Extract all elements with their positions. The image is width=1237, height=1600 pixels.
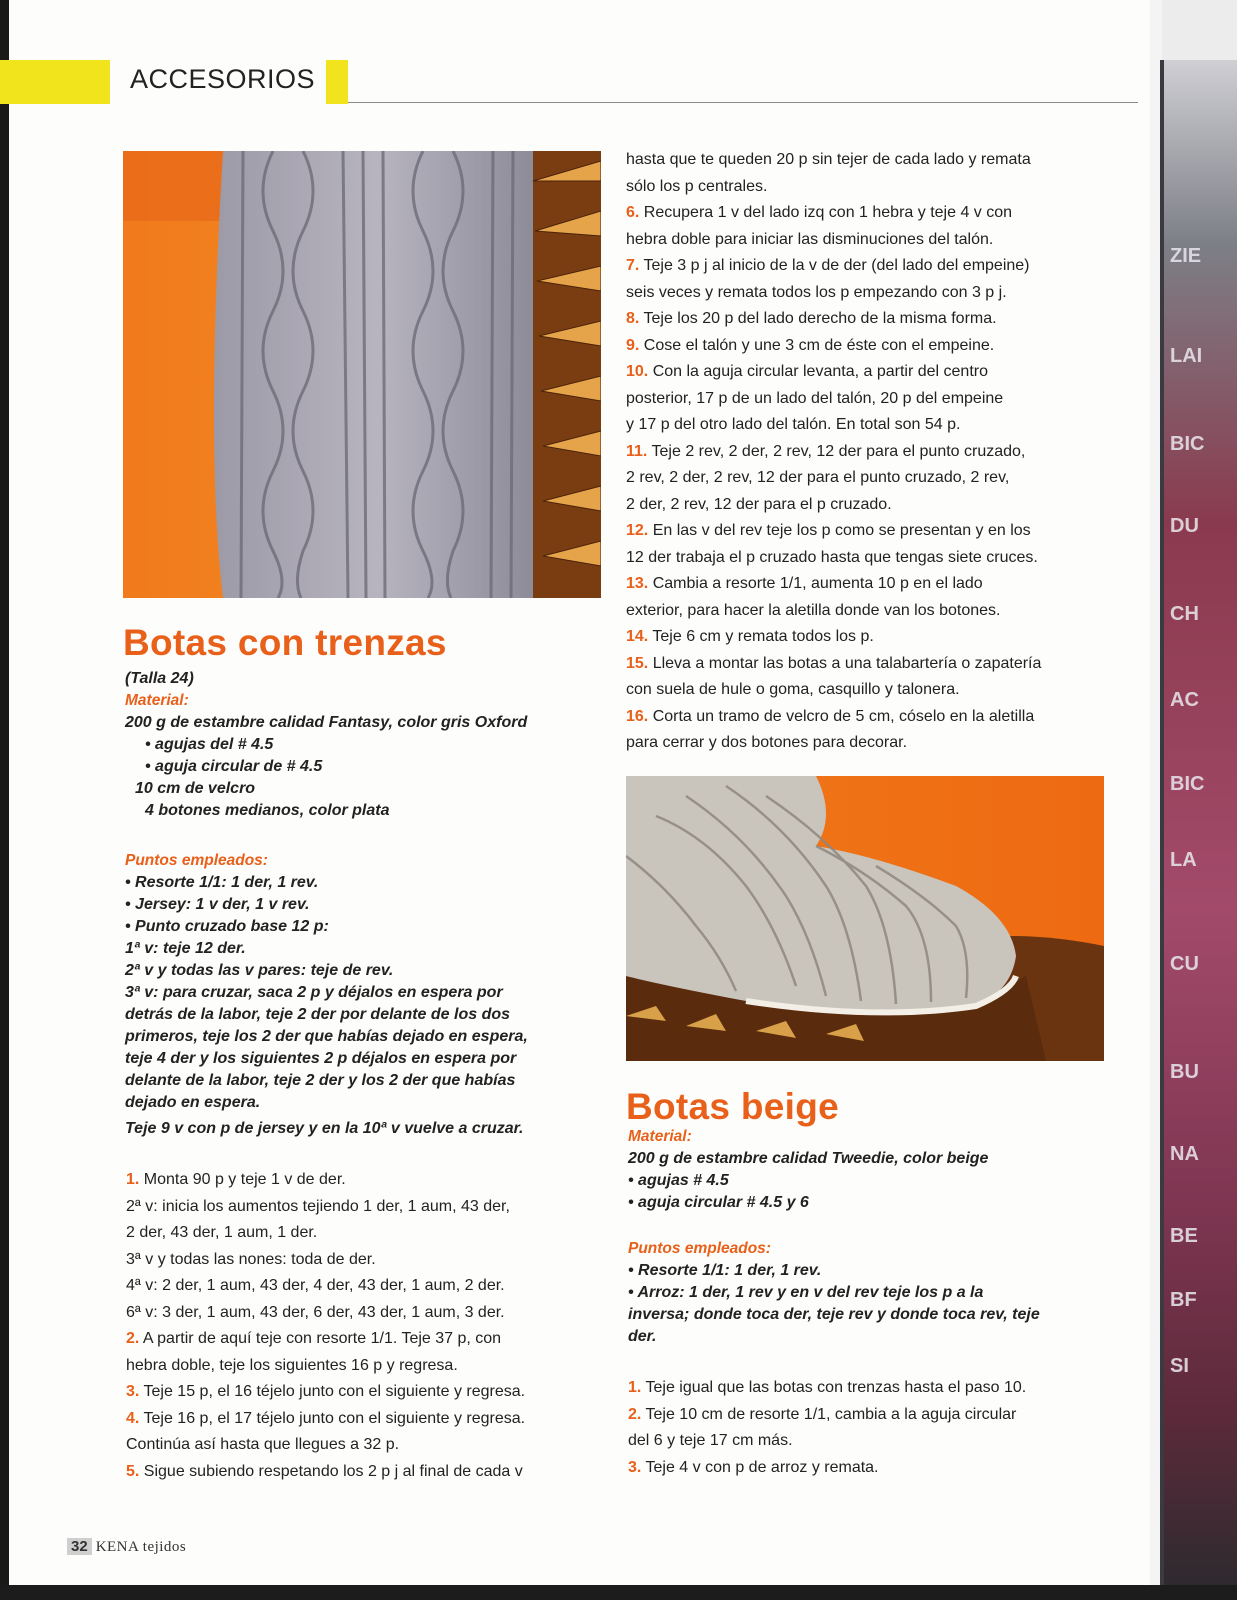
stitch-line: detrás de la labor, teje 2 der por delante de los dos	[125, 1006, 511, 1023]
edge-label: CH	[1170, 603, 1199, 625]
step-line: hasta que te queden 20 p sin tejer de cada lado y remata	[626, 151, 1031, 168]
step-line: 6. Recupera 1 v del lado izq con 1 hebra y teje 4 v con	[626, 204, 1013, 221]
left-steps	[126, 1167, 525, 1485]
stitches-block	[125, 850, 528, 1140]
step-line: 2ª v: inicia los aumentos tejiendo 1 der, 1 aum, 43 der,	[126, 1197, 510, 1215]
step-line: 15. Lleva a montar las botas a una talabartería o zapatería	[626, 654, 1042, 672]
stitch-line: delante de la labor, teje 2 der y los 2 der que habías	[125, 1072, 516, 1089]
material-label: Material:	[125, 692, 189, 709]
section-title: ACCESORIOS	[130, 64, 316, 94]
step-line: 16. Corta un tramo de velcro de 5 cm, cóselo en la aletilla	[626, 707, 1035, 725]
step-line: seis veces y remata todos los p empezando con 3 p j.	[626, 283, 1007, 301]
step-line: posterior, 17 p de un lado del talón, 20 p del empeine	[626, 389, 1004, 407]
stitch-line: • Resorte 1/1: 1 der, 1 rev.	[125, 874, 319, 891]
stitch-line: • Jersey: 1 v der, 1 v rev.	[125, 896, 310, 913]
material-line: • aguja circular de # 4.5	[145, 758, 323, 775]
edge-label: BU	[1170, 1061, 1199, 1083]
size-block	[125, 668, 527, 822]
right-steps	[626, 147, 1041, 757]
step-line: 10. Con la aguja circular levanta, a partir del centro	[626, 363, 988, 380]
page-bottom-edge	[0, 1585, 1237, 1600]
step-line: 2. Teje 10 cm de resorte 1/1, cambia a la aguja circular	[628, 1405, 1017, 1423]
step-line: 4ª v: 2 der, 1 aum, 43 der, 4 der, 43 der, 1 aum, 2 der.	[126, 1277, 505, 1294]
adjacent-page-edge	[1150, 0, 1237, 1600]
edge-label: BIC	[1170, 773, 1205, 795]
stitches-label: Puntos empleados:	[125, 852, 268, 869]
step-line: 2 der, 2 rev, 12 der para el p cruzado.	[626, 495, 892, 513]
step-line: 1. Monta 90 p y teje 1 v de der.	[126, 1171, 346, 1188]
beige-boot-photo	[626, 776, 1104, 1061]
beige-material-block	[628, 1126, 988, 1214]
step-line: 3ª v y todas las nones: toda de der.	[126, 1250, 376, 1268]
material-line: 200 g de estambre calidad Fantasy, color gris Oxford	[125, 714, 528, 731]
pattern-title-cable-boots: Botas con trenzas	[123, 622, 447, 663]
edge-label: CU	[1170, 953, 1199, 975]
edge-label: BE	[1170, 1225, 1198, 1247]
step-line: 3. Teje 4 v con p de arroz y remata.	[628, 1458, 879, 1476]
material-line: 4 botones medianos, color plata	[145, 802, 390, 819]
step-line: 2 der, 43 der, 1 aum, 1 der.	[126, 1224, 318, 1241]
step-line: 12. En las v del rev teje los p como se presentan y en los	[626, 522, 1031, 539]
step-line: 2. A partir de aquí teje con resorte 1/1. Teje 37 p, con	[126, 1330, 502, 1347]
step-line: hebra doble, teje los siguientes 16 p y regresa.	[126, 1356, 458, 1374]
stitch-line: teje 4 der y los siguientes 2 p déjalos en espera por	[125, 1050, 517, 1067]
step-line: 11. Teje 2 rev, 2 der, 2 rev, 12 der para el punto cruzado,	[626, 442, 1026, 460]
material-line: • agujas del # 4.5	[145, 736, 274, 753]
stitch-line: primeros, teje los 2 der que habías dejado en espera,	[125, 1028, 528, 1045]
stitch-line: der.	[628, 1328, 657, 1345]
page-footer	[67, 1538, 186, 1556]
step-line: y 17 p del otro lado del talón. En total son 54 p.	[626, 416, 961, 433]
page-edge-shadow	[0, 0, 9, 1600]
stitch-line: inversa; donde toca der, teje rev y donde toca rev, teje	[628, 1306, 1040, 1323]
step-line: para cerrar y dos botones para decorar.	[626, 734, 908, 751]
step-line: 13. Cambia a resorte 1/1, aumenta 10 p en el lado	[626, 575, 983, 592]
step-line: 7. Teje 3 p j al inicio de la v de der (del lado del empeine)	[626, 257, 1030, 274]
material-line: 10 cm de velcro	[135, 780, 256, 797]
step-line: 12 der trabaja el p cruzado hasta que tengas siete cruces.	[626, 548, 1038, 566]
magazine-brand: KENA tejidos	[95, 1539, 187, 1555]
step-line: 14. Teje 6 cm y remata todos los p.	[626, 628, 874, 645]
step-line: del 6 y teje 17 cm más.	[628, 1432, 793, 1449]
edge-label: LAI	[1170, 345, 1203, 367]
step-line: 1. Teje igual que las botas con trenzas hasta el paso 10.	[628, 1379, 1027, 1396]
step-line: sólo los p centrales.	[626, 177, 768, 195]
header-rule	[348, 102, 1138, 103]
beige-steps	[628, 1375, 1026, 1481]
edge-label: ZIE	[1170, 245, 1202, 267]
stitch-line: • Resorte 1/1: 1 der, 1 rev.	[628, 1262, 822, 1279]
step-line: 6ª v: 3 der, 1 aum, 43 der, 6 der, 43 der, 1 aum, 3 der.	[126, 1303, 505, 1321]
beige-stitches-block	[628, 1238, 1040, 1348]
stitch-line: dejado en espera.	[125, 1094, 261, 1111]
size-label: (Talla 24)	[125, 670, 194, 687]
stitches-label: Puntos empleados:	[628, 1240, 771, 1257]
edge-label: DU	[1170, 515, 1199, 537]
stitch-line: • Arroz: 1 der, 1 rev y en v del rev teje los p a la	[628, 1284, 984, 1301]
edge-label: BIC	[1170, 433, 1205, 455]
step-line: 3. Teje 15 p, el 16 téjelo junto con el siguiente y regresa.	[126, 1383, 526, 1400]
stitch-line: 1ª v: teje 12 der.	[125, 940, 246, 957]
stitch-line: 2ª v y todas las v pares: teje de rev.	[125, 962, 394, 979]
header-yellow-marker	[326, 60, 348, 104]
material-line: • agujas # 4.5	[628, 1172, 729, 1189]
edge-label: LA	[1170, 849, 1197, 871]
material-line: • aguja circular # 4.5 y 6	[628, 1194, 809, 1211]
edge-label: BF	[1170, 1289, 1197, 1311]
stitch-line: • Punto cruzado base 12 p:	[125, 918, 329, 935]
header-yellow-bar	[0, 60, 110, 104]
step-line: con suela de hule o goma, casquillo y talonera.	[626, 681, 960, 698]
step-line: 5. Sigue subiendo respetando los 2 p j al final de cada v	[126, 1462, 523, 1480]
page-number: 32	[67, 1538, 92, 1555]
step-line: 8. Teje los 20 p del lado derecho de la misma forma.	[626, 310, 997, 327]
step-line: 2 rev, 2 der, 2 rev, 12 der para el punto cruzado, 2 rev,	[626, 469, 1010, 486]
edge-label: AC	[1170, 689, 1199, 711]
edge-label: SI	[1170, 1355, 1189, 1377]
cable-boot-photo	[123, 151, 601, 598]
step-line: Continúa así hasta que llegues a 32 p.	[126, 1436, 400, 1453]
step-line: hebra doble para iniciar las disminuciones del talón.	[626, 230, 994, 248]
step-line: exterior, para hacer la aletilla donde van los botones.	[626, 601, 1001, 619]
stitch-line: Teje 9 v con p de jersey y en la 10ª v vuelve a cruzar.	[125, 1120, 524, 1137]
stitch-line: 3ª v: para cruzar, saca 2 p y déjalos en espera por	[125, 984, 503, 1001]
material-line: 200 g de estambre calidad Tweedie, color beige	[628, 1150, 989, 1167]
step-line: 4. Teje 16 p, el 17 téjelo junto con el siguiente y regresa.	[126, 1409, 526, 1427]
pattern-title-beige-boots: Botas beige	[626, 1086, 840, 1127]
edge-label: NA	[1170, 1143, 1199, 1165]
material-label: Material:	[628, 1128, 692, 1145]
step-line: 9. Cose el talón y une 3 cm de éste con el empeine.	[626, 336, 995, 354]
